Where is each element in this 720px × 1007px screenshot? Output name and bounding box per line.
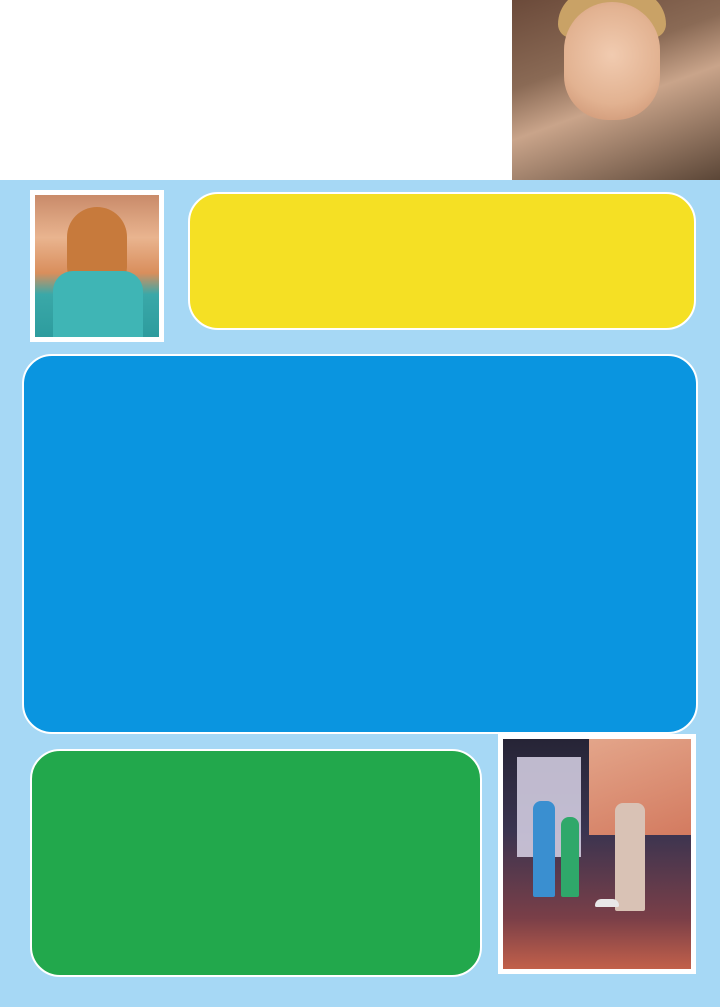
info-box (30, 749, 482, 977)
child-figure (533, 801, 555, 897)
title-color-bars (0, 62, 512, 180)
photo-girl-festival-shirt (30, 190, 164, 342)
intro-box (188, 192, 696, 330)
header-banner (0, 0, 720, 180)
photo-stage-performance (498, 734, 696, 974)
photo-stage-image (503, 739, 691, 969)
hero-face (564, 2, 660, 120)
performer-figure (615, 803, 645, 911)
girl-shirt (53, 271, 143, 337)
stage-prop (595, 899, 619, 907)
child-figure (561, 817, 579, 897)
photo-girl-image (35, 195, 159, 337)
hero-photo-boy-confetti (512, 0, 720, 180)
about-box (22, 354, 698, 734)
